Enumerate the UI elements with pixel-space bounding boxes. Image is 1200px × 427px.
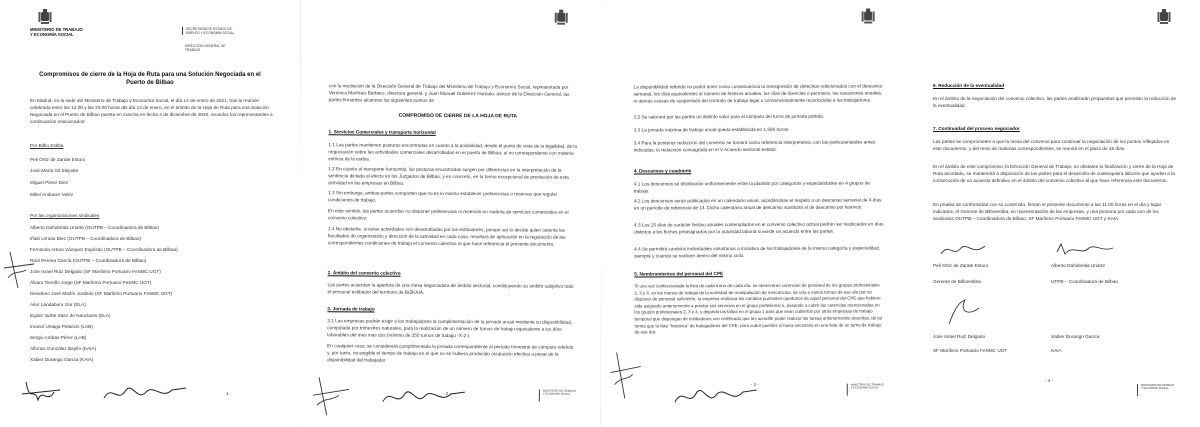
group2-member: Desiderio José Marlín Jordedo (SF Marítimo Portuario FeSMC UGT) <box>30 291 173 296</box>
signatory-name: Jose Israel Ruiz Delgado <box>933 334 986 339</box>
group2-heading: Por las organizaciones sindicales <box>30 213 100 218</box>
group2-member: Aitor Landaburu Izar (ELA) <box>30 302 86 307</box>
coat-of-arms-icon <box>554 9 568 26</box>
signatory-role: SF Marítimo Portuario FeSMC UGT <box>933 348 1008 353</box>
clause-paragraph: 4.1 Los descansos se distribuirán uniformemente entre la plantilla por categorías y especialidades en 4 grupos de trabajo. <box>633 180 870 194</box>
clause-paragraph: 4.2 Los descansos serán publicados en un calendario anual, acordándose el respeto a un descanso semanal de 4 días en un período de referencia de 14. Dicho calendario anual de descanso sustituirá al de descanso por festivos. <box>633 197 882 211</box>
section-heading: 1. Servicios Comerciales y transporte horizontal <box>328 129 436 135</box>
clause-paragraph: 1.3 Sin embargo, ambas partes comparten que no es lo mismo establecer preferencias o reservas que regular condiciones de trabajo. <box>328 190 558 203</box>
signature-mark <box>309 375 359 417</box>
group2-member: Fernando Arturo Vázquez Expósito (OUTPB – Coordinadora de Bilbao) <box>30 247 178 252</box>
section-title: COMPROMISO DE CIERRE DE LA HOJA DE RUTA <box>398 112 518 120</box>
directorate-header: DIRECCIÓN GENERAL DE TRABAJO <box>185 44 226 53</box>
clause-paragraph: 1.2 En cuanto al transporte horizontal, las posturas encontradas surgen por diferencias en la interpretación de la sentencia dictada al efecto en los Juzgados de Bilbao, y en concreto, en la forma excepcional de prestación de esta actividad en las empresas en Bilbao. <box>328 166 569 186</box>
signatory-role: KAIA <box>1051 348 1062 353</box>
page-number: - 3 - <box>750 381 759 388</box>
ministry-footer-logo: MINISTERIO DE TRABAJO Y ECONOMÍA SOCIAL <box>1137 384 1184 396</box>
secretariat-header: SECRETARÍA DE ESTADO DE EMPLEO Y ECONOMÍA SOCIAL <box>182 27 234 35</box>
page-number: - 4 - <box>1045 378 1054 383</box>
closing-paragraph: En prueba de conformidad con su contenido, firman el presente documento a las 11:00 horas en el día y lugar indicados, el Gerente de Bilboestiba, en representación de las empresas, y una persona por cada uno de los sindicatos OUTPB – Coordinadora de Bilbao, SF Marítimo Portuario FeSMC UGT y KAIA. <box>933 202 1162 221</box>
signature-mark <box>1055 240 1115 260</box>
signatory-role: Gerente de Bilboestiba <box>933 279 981 284</box>
clause-paragraph: Las partes acuerdan la apertura de una mesa negociadora de ámbito sectorial, constituyendo su ámbito subjetivo todo el personal estibador del territorio de BIZKAIA. <box>327 282 574 295</box>
section-heading: 2. Ámbito del convenio colectivo <box>327 270 401 276</box>
group1-member: Peli Ortiz de Zarate Esturo <box>30 157 86 162</box>
clause-paragraph: Las partes se comprometen a que la mesa del convenio para continuar la negociación de los puntos reflejados en este documento, y del resto de materias correspondientes, se reunirá en el plazo de 15 días. <box>933 139 1170 151</box>
section-heading: 3. Jornada de trabajo <box>327 306 375 312</box>
group2-member: Iñaki Urrutia Diez (OUTPB – Coordinadora de Bilbao) <box>30 236 141 241</box>
coat-of-arms-icon <box>861 7 875 24</box>
group1-member: Mikel Andonez Velez <box>30 192 74 197</box>
clause-paragraph: 3.2 Se valorará por las partes un distinto valor para el cómputo del turno de jornada partida. <box>633 113 825 120</box>
group2-member: Sergio Arribas Pérez (LAB) <box>30 335 87 340</box>
signature-mark <box>945 298 985 328</box>
signature-mark <box>671 380 761 414</box>
ministry-footer-logo: MINISTERIO DE TRABAJO Y ECONOMÍA SOCIAL <box>847 383 894 395</box>
document-page-4 <box>905 0 1200 426</box>
clause-paragraph: 3.4 Para la posterior redacción del convenio se tomará como referencia interpretativa, con las particularidades antes indicadas, la redacción consagrada en el V Acuerdo sectorial estatal. <box>633 139 876 153</box>
signature-mark <box>379 382 469 413</box>
signature-mark <box>607 350 647 400</box>
group1-member: Miguel Pérez Diez <box>30 180 69 185</box>
page-number: 1 <box>226 391 229 396</box>
ministry-footer-logo: MINISTERIO DE TRABAJO Y ECONOMÍA SOCIAL <box>539 390 586 402</box>
clause-paragraph: 1.1 Las partes mantienen posturas encontradas en cuanto a la posibilidad, desde el punto de vista de la legalidad, de la negociación sobre las actividades comerciales desarrolladas en el puerto de Bilbao, al no corresponderse con materia estricta de la estiba. <box>328 142 578 162</box>
signatory-name: Xabier Durango García <box>1051 334 1100 339</box>
group2-member: Jose Israel Ruiz Delgado (SF Marítimo Portuario FeSMC UGT) <box>30 269 161 274</box>
group2-member: Xabier Durango García (KAIA) <box>30 357 94 362</box>
clause-paragraph: En este sentido, las partes acuerdan no disponer preferencias ni reservas en materia de servicios comerciales en el convenio colectivo. <box>327 208 569 221</box>
clause-paragraph: En el ámbito de la negociación del convenio colectivo, las partes analizarán propuestas que permitan la reducción de la eventualidad. <box>933 96 1177 108</box>
page-number: - 2 - <box>442 390 451 397</box>
clause-paragraph: 4.3 Los 15 días de carácter festivo anuales contemplados en el convenio colectivo actual podrán ser reubicados en días distintos a los fechos preasignados por la autoridad laboral si existe un acuerdo entre las partes. <box>634 221 884 235</box>
section-heading: 4. Descansos y cuadrante <box>633 168 692 174</box>
coat-of-arms-icon <box>1157 8 1171 25</box>
signature-mark <box>100 378 190 408</box>
document-page-2 <box>299 0 602 427</box>
intro-paragraph: En Madrid, en la sede del Ministerio de Trabajo y Economía Social, el día 14 de enero de 2021, tras la reunión celebrada entre las 12:00 y las 23:00 horas del día 13 de enero, en el ámbito de la Hoja de Ruta para una Solución Negociada en el Puerto de Bilbao puesta en marcha en fecha 4 de diciembre de 2020, reunidos los representantes a continuación relacionados: <box>30 98 273 124</box>
clause-paragraph: 3.1 Las empresas podrán exigir a los trabajadores la cumplimentación de la jornada anual mediante su disponibilidad, computada por trimestres naturales, para la realización de un número de turnos de trabajo equivalente a los días laborables del mes más dos (mínimo de 250 turnos de trabajo -X-2-). <box>327 318 573 339</box>
signature-mark <box>939 240 989 260</box>
mediation-paragraph: con la mediación de la Dirección General de Trabajo del Ministerio de Trabajo y Economía Social, representada por Verónica Martínez Barbero, directora general, y Juan Manuel Gutiérrez Hurtado, asesor de la Dirección General, las partes firmantes alcanzan los siguientes puntos de <box>328 83 570 103</box>
group2-member: Alfonso González Baylín (KAIA) <box>30 346 97 351</box>
group2-member: Imanol Urtiaga Pelacios (LAB) <box>30 324 93 329</box>
document-title: Compromisos de cierre de la Hoja de Ruta para una Solución Negociada en el Puerto de Bilbao <box>39 72 261 86</box>
clause-paragraph: 3.3 La jornada máxima de trabajo anual queda establecida en 1.826 horas. <box>633 126 790 133</box>
clause-paragraph: Si una vez confeccionada la lista de cada turno de cada día, se observaran carencias de personal de los grupos profesionales 2, 3 y 4, en las manos de trabajo de la actividad de manipulación de mercancías, de una o varios turnos de ese día por no disponer de personal suficiente, la empresa realizará los cambios puntuales oportunos de aquel personal del CPE que hubiere sido asignado anteriormente a prestar sus servicios en el grupo profesional 5, pasando a cubrir las carencias mencionadas en los grupos profesionales 2, 3 y 4, y dejando las faltas en el grupo 1 para que sean cubiertos por otras empresas de trabajo temporal que dispongan de estibadores con certificado que les acredite poder realizar las tareas anteriormente descritas, de tal forma que la lista "histórica" de trabajadores del CPE, para cubrir puestos si fuera necesario en una lista de un turno de trabajo de ese día. <box>634 282 882 335</box>
clause-paragraph: 4.4 Se permitirá cambios individuales voluntarios a iniciativa de los trabajadores de la misma categoría y especialidad, siempre y cuando se realicen dentro del mismo ciclo. <box>634 245 880 259</box>
group2-member: Álvaro Tierrillo Jorge (SF Marítimo Portuario FeSMC UGT) <box>30 280 152 285</box>
group2-member: Raúl Pereira García (OUTPB – Coordinadora de Bilbao) <box>30 258 147 263</box>
document-page-3 <box>599 0 906 427</box>
clause-paragraph: En cualquier caso, se considerará cumplimentada la jornada correspondiente al período trimestral de cómputo referido y, por tanto, no exigible el tiempo de trabajo en el que no se hubiera producido ocupación efectiva a pesar de la disponibilidad del trabajador. <box>327 343 574 363</box>
ministry-header: MINISTERIO DE TRABAJO Y ECONOMÍA SOCIAL <box>30 27 83 37</box>
signatory-name: Alberto Dañobeitia Uriarte <box>1051 263 1105 268</box>
group1-member: José María Gil Elejoste <box>30 168 79 173</box>
clause-paragraph: La disponibilidad referida no podrá tener como consecuencia la transgresión de derechos relacionados con el descanso semanal, los días equivalentes al número de festivos anuales, los días de licencias o permisos, las vacaciones anuales, ni demás causas de suspensión del contrato de trabajo legal o convencionalmente reconocidas a los trabajadores. <box>633 83 883 104</box>
document-page-1 <box>0 0 300 426</box>
signature-mark <box>20 378 80 408</box>
section-heading: 6. Reducción de la eventualidad <box>933 83 1005 88</box>
signature-mark <box>0 250 40 290</box>
group1-heading: Por Bilbo Estiba <box>30 143 64 148</box>
signatory-role: UTPB – Coordinadora de Bilbao <box>1051 279 1118 284</box>
clause-paragraph: En el ámbito de este compromiso, la Dirección General de Trabajo, no obstante la finalización y cierre de la Hoja de Ruta acordada, se mantendrá a disposición de las partes para el desarrollo de cualesquiera labores que ayuden a la consecución de un acuerdo definitivo en el ámbito del convenio colectivo al que hace referencia este documento. <box>933 164 1175 183</box>
section-heading: 5. Nombramientos del personal del CPE <box>634 271 724 277</box>
coat-of-arms-icon <box>38 8 52 25</box>
clause-paragraph: 1.4 No obstante, si estas actividades son desarrolladas por los estibadores, porque así lo decide quien ostenta las facultades de organización y dirección de la actividad en cada caso, resultará de aplicación en la regulación de las correspondientes condiciones de trabajo el convenio colectivo al que hace referencia el presente documento. <box>327 226 566 247</box>
group2-member: Egoitz Iturbe Sáez de Nanclares (ELA) <box>30 313 111 318</box>
group2-member: Alberto Dañobeitia Uriarte (OUTPB – Coordinadora de Bilbao) <box>30 225 159 230</box>
section-heading: 7. Continuidad del proceso negociador <box>933 126 1020 131</box>
signatory-name: Peli Ortiz de Zarate Esturo <box>933 263 989 268</box>
